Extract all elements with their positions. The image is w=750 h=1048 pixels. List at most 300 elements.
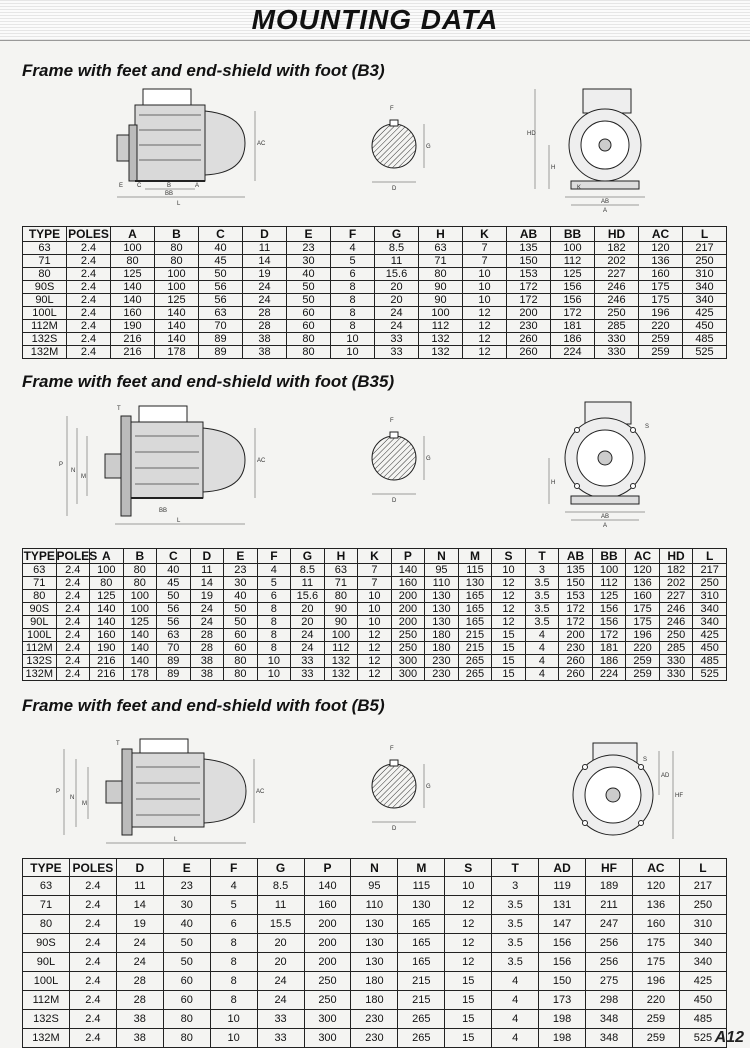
b3-side-label-b: B: [167, 183, 172, 189]
table-cell: 11: [291, 577, 325, 590]
table-cell: 200: [391, 616, 425, 629]
table-cell: 60: [287, 307, 331, 320]
table-cell: 4: [492, 972, 539, 991]
table-cell: 10: [358, 616, 392, 629]
table-cell: 130: [458, 577, 492, 590]
table-cell: 260: [559, 655, 593, 668]
table-cell: 189: [586, 877, 633, 896]
table-cell: 4: [525, 629, 559, 642]
table-cell: 33: [291, 668, 325, 681]
b5-shaft-label-g: G: [426, 784, 431, 790]
column-header: T: [525, 549, 559, 564]
column-header: TYPE: [23, 227, 67, 242]
table-cell: 12: [492, 616, 526, 629]
b3-shaft-label-g: G: [426, 144, 431, 150]
table-cell: 100: [551, 242, 595, 255]
b3-side-label-c: C: [137, 183, 142, 189]
table-cell: 63: [324, 564, 358, 577]
b5-side-label-l: L: [174, 837, 178, 843]
table-cell: 2.4: [56, 577, 90, 590]
table-cell: 2.4: [56, 642, 90, 655]
table-cell: 150: [559, 577, 593, 590]
table-cell: 15: [492, 655, 526, 668]
table-cell: 300: [391, 668, 425, 681]
table-cell: 156: [551, 281, 595, 294]
table-cell: 180: [351, 972, 398, 991]
table-cell: 90S: [23, 603, 57, 616]
table-cell: 80: [155, 255, 199, 268]
section-title-b35: Frame with feet and end-shield with foot (B35): [22, 372, 395, 391]
table-cell: 50: [287, 281, 331, 294]
b3-side-label-a: A: [195, 183, 200, 189]
table-cell: 130: [351, 915, 398, 934]
table-cell: 28: [190, 642, 224, 655]
table-cell: 70: [157, 642, 191, 655]
table-body: [23, 877, 727, 1048]
table-cell: 60: [224, 642, 258, 655]
table-cell: 132: [324, 655, 358, 668]
table-cell: 132M: [23, 1029, 70, 1048]
table-cell: 10: [257, 655, 291, 668]
table-cell: 10: [210, 1029, 257, 1048]
table-cell: 156: [551, 294, 595, 307]
table-cell: 15.5: [257, 915, 304, 934]
table-cell: 136: [632, 896, 679, 915]
table-cell: 2.4: [56, 655, 90, 668]
b5-side-label-p: P: [56, 789, 61, 795]
table-cell: 12: [358, 668, 392, 681]
table-cell: 95: [425, 564, 459, 577]
table-cell: 298: [586, 991, 633, 1010]
table-cell: 115: [398, 877, 445, 896]
table-cell: 56: [199, 294, 243, 307]
table-cell: 140: [90, 616, 124, 629]
table-cell: 28: [116, 991, 163, 1010]
table-cell: 20: [257, 953, 304, 972]
table-cell: 180: [425, 642, 459, 655]
table-cell: 63: [199, 307, 243, 320]
table-cell: 60: [163, 972, 210, 991]
table-cell: 250: [391, 642, 425, 655]
table-cell: 330: [659, 655, 693, 668]
table-cell: 80: [163, 1010, 210, 1029]
table-cell: 265: [458, 668, 492, 681]
table-cell: 230: [425, 655, 459, 668]
table-cell: 140: [123, 642, 157, 655]
table-cell: 165: [398, 934, 445, 953]
table-row: [23, 564, 727, 577]
table-cell: 4: [257, 564, 291, 577]
table-cell: 80: [23, 590, 57, 603]
table-cell: 217: [683, 242, 727, 255]
table-cell: 100: [123, 603, 157, 616]
column-header: AB: [559, 549, 593, 564]
table-cell: 227: [659, 590, 693, 603]
table-cell: 90L: [23, 616, 57, 629]
table-cell: 10: [257, 668, 291, 681]
table-cell: 10: [463, 294, 507, 307]
table-cell: 256: [586, 953, 633, 972]
table-cell: 216: [90, 655, 124, 668]
table-cell: 8: [210, 934, 257, 953]
table-cell: 50: [163, 934, 210, 953]
table-cell: 156: [539, 934, 586, 953]
b35-front-view-drawing: [515, 398, 665, 528]
table-cell: 178: [155, 346, 199, 359]
table-cell: 24: [116, 953, 163, 972]
b35-front-label-ab: AB: [601, 514, 610, 520]
table-cell: 246: [595, 294, 639, 307]
b3-side-view-drawing: [95, 85, 285, 210]
table-row: [23, 346, 727, 359]
table-cell: 100: [123, 590, 157, 603]
b3-front-label-k: K: [577, 185, 582, 191]
table-cell: 3.5: [525, 616, 559, 629]
table-cell: 190: [90, 642, 124, 655]
table-cell: 12: [492, 590, 526, 603]
table-cell: 56: [199, 281, 243, 294]
b35-side-label-p: P: [59, 462, 64, 468]
table-cell: 450: [679, 991, 726, 1010]
table-cell: 2.4: [69, 972, 116, 991]
table-cell: 4: [492, 991, 539, 1010]
table-cell: 8: [210, 991, 257, 1010]
b35-shaft-drawing: [360, 410, 440, 505]
table-cell: 3.5: [492, 934, 539, 953]
table-cell: 33: [257, 1010, 304, 1029]
b5-side-label-t: T: [116, 741, 120, 747]
table-cell: 132S: [23, 333, 67, 346]
table-cell: 89: [157, 668, 191, 681]
table-cell: 2.4: [69, 991, 116, 1010]
table-cell: 15: [492, 642, 526, 655]
table-cell: 10: [445, 877, 492, 896]
table-cell: 100: [90, 564, 124, 577]
table-cell: 71: [419, 255, 463, 268]
column-header: TYPE: [23, 549, 55, 563]
b3-side-label-l: L: [177, 201, 181, 207]
table-cell: 132S: [23, 1010, 70, 1029]
table-cell: 220: [639, 320, 683, 333]
table-cell: 132S: [23, 655, 57, 668]
table-cell: 50: [163, 953, 210, 972]
table-cell: 525: [679, 1029, 726, 1048]
table-row: [23, 877, 727, 896]
table-cell: 260: [507, 346, 551, 359]
column-header: E: [224, 549, 258, 564]
table-body: [23, 242, 727, 359]
table-cell: 259: [639, 346, 683, 359]
table-cell: 89: [157, 655, 191, 668]
table-cell: 136: [626, 577, 660, 590]
table-cell: 24: [116, 934, 163, 953]
table-cell: 38: [243, 333, 287, 346]
table-cell: 11: [375, 255, 419, 268]
table-cell: 8: [257, 629, 291, 642]
table-cell: 115: [458, 564, 492, 577]
table-cell: 12: [445, 934, 492, 953]
table-cell: 80: [419, 268, 463, 281]
column-header: N: [351, 859, 398, 877]
table-cell: 340: [693, 616, 727, 629]
table-cell: 215: [398, 991, 445, 1010]
b5-front-label-s: S: [643, 757, 648, 763]
table-cell: 202: [595, 255, 639, 268]
table-cell: 340: [679, 934, 726, 953]
table-cell: 33: [375, 333, 419, 346]
table-cell: 215: [458, 642, 492, 655]
b35-side-label-bb: BB: [159, 508, 168, 514]
table-row: [23, 934, 727, 953]
table-cell: 20: [257, 934, 304, 953]
table-cell: 112M: [23, 991, 70, 1010]
table-row: [23, 616, 727, 629]
column-header: A: [111, 227, 155, 242]
table-cell: 2.4: [67, 242, 111, 255]
column-header: H: [324, 549, 358, 564]
b35-shaft-label-g: G: [426, 456, 431, 462]
table-cell: 160: [90, 629, 124, 642]
table-cell: 3.5: [492, 953, 539, 972]
table-cell: 80: [123, 577, 157, 590]
table-cell: 20: [291, 616, 325, 629]
table-cell: 23: [287, 242, 331, 255]
table-cell: 132M: [23, 668, 57, 681]
table-cell: 250: [693, 577, 727, 590]
table-cell: 300: [391, 655, 425, 668]
table-row: [23, 972, 727, 991]
table-cell: 485: [679, 1010, 726, 1029]
table-cell: 71: [23, 896, 70, 915]
table-cell: 140: [391, 564, 425, 577]
table-cell: 40: [199, 242, 243, 255]
table-cell: 525: [693, 668, 727, 681]
column-header: G: [291, 549, 325, 564]
table-row: [23, 896, 727, 915]
table-cell: 2.4: [69, 1010, 116, 1029]
table-cell: 181: [592, 642, 626, 655]
table-cell: 125: [111, 268, 155, 281]
table-row: [23, 668, 727, 681]
table-cell: 2.4: [67, 333, 111, 346]
table-cell: 6: [210, 915, 257, 934]
column-header: M: [458, 549, 492, 564]
column-header: D: [190, 549, 224, 564]
table-cell: 8: [210, 972, 257, 991]
column-header: F: [210, 859, 257, 877]
table-cell: 63: [23, 877, 70, 896]
table-cell: 246: [595, 281, 639, 294]
table-cell: 60: [287, 320, 331, 333]
table-cell: 89: [199, 333, 243, 346]
table-cell: 172: [592, 629, 626, 642]
table-cell: 28: [243, 307, 287, 320]
table-cell: 100: [324, 629, 358, 642]
table-cell: 24: [257, 972, 304, 991]
table-cell: 125: [592, 590, 626, 603]
column-header: S: [492, 549, 526, 564]
table-cell: 100L: [23, 629, 57, 642]
table-row: [23, 320, 727, 333]
column-header: N: [425, 549, 459, 564]
table-cell: 10: [492, 564, 526, 577]
table-cell: 153: [559, 590, 593, 603]
column-header: HF: [586, 859, 633, 877]
table-cell: 285: [595, 320, 639, 333]
table-cell: 246: [659, 603, 693, 616]
table-cell: 224: [592, 668, 626, 681]
table-cell: 220: [626, 642, 660, 655]
table-cell: 90L: [23, 294, 67, 307]
table-cell: 172: [559, 603, 593, 616]
table-cell: 450: [683, 320, 727, 333]
table-cell: 175: [639, 281, 683, 294]
table-cell: 90: [324, 603, 358, 616]
table-cell: 147: [539, 915, 586, 934]
table-cell: 33: [375, 346, 419, 359]
column-header: T: [492, 859, 539, 877]
table-cell: 63: [157, 629, 191, 642]
table-cell: 24: [375, 320, 419, 333]
table-cell: 450: [693, 642, 727, 655]
column-header: L: [693, 549, 727, 564]
table-cell: 250: [391, 629, 425, 642]
table-cell: 247: [586, 915, 633, 934]
column-header: L: [679, 859, 726, 877]
table-cell: 330: [595, 333, 639, 346]
column-header: K: [463, 227, 507, 242]
table-cell: 140: [304, 877, 351, 896]
table-cell: 24: [190, 603, 224, 616]
table-cell: 8: [257, 616, 291, 629]
column-header: K: [358, 549, 392, 564]
table-cell: 275: [586, 972, 633, 991]
section-title-b3: Frame with feet and end-shield with foot (B3): [22, 61, 385, 80]
table-cell: 135: [559, 564, 593, 577]
table-cell: 112M: [23, 642, 57, 655]
table-cell: 250: [679, 896, 726, 915]
table-cell: 348: [586, 1029, 633, 1048]
table-cell: 5: [210, 896, 257, 915]
table-cell: 200: [391, 603, 425, 616]
table-cell: 38: [243, 346, 287, 359]
table-cell: 45: [199, 255, 243, 268]
table-cell: 200: [304, 953, 351, 972]
table-cell: 259: [626, 668, 660, 681]
column-header: AD: [539, 859, 586, 877]
table-cell: 12: [358, 629, 392, 642]
table-cell: 12: [445, 915, 492, 934]
table-cell: 8.5: [375, 242, 419, 255]
b5-side-label-n: N: [70, 795, 75, 801]
table-cell: 259: [632, 1010, 679, 1029]
b3-shaft-label-f: F: [390, 106, 394, 112]
table-row: [23, 1029, 727, 1048]
table-cell: 160: [391, 577, 425, 590]
table-cell: 130: [425, 616, 459, 629]
b3-side-label-e: E: [119, 183, 124, 189]
table-cell: 30: [287, 255, 331, 268]
table-cell: 150: [539, 972, 586, 991]
table-cell: 140: [155, 333, 199, 346]
table-cell: 90L: [23, 953, 70, 972]
table-cell: 11: [257, 896, 304, 915]
table-cell: 2.4: [56, 668, 90, 681]
table-row: [23, 629, 727, 642]
table-cell: 12: [463, 333, 507, 346]
table-cell: 217: [679, 877, 726, 896]
b5-dimensions-table: [22, 858, 727, 1048]
table-cell: 2.4: [69, 953, 116, 972]
table-cell: 24: [375, 307, 419, 320]
table-cell: 220: [632, 991, 679, 1010]
table-cell: 131: [539, 896, 586, 915]
table-cell: 3.5: [492, 915, 539, 934]
table-cell: 140: [111, 294, 155, 307]
table-cell: 190: [111, 320, 155, 333]
table-cell: 180: [351, 991, 398, 1010]
table-cell: 2.4: [67, 346, 111, 359]
table-cell: 125: [90, 590, 124, 603]
table-cell: 198: [539, 1010, 586, 1029]
table-row: [23, 242, 727, 255]
table-cell: 172: [507, 281, 551, 294]
b35-shaft-label-f: F: [390, 418, 394, 424]
table-cell: 250: [304, 972, 351, 991]
table-cell: 178: [123, 668, 157, 681]
table-row: [23, 655, 727, 668]
table-cell: 285: [659, 642, 693, 655]
table-cell: 348: [586, 1010, 633, 1029]
table-cell: 172: [551, 307, 595, 320]
table-cell: 160: [111, 307, 155, 320]
table-cell: 8.5: [257, 877, 304, 896]
table-cell: 80: [324, 590, 358, 603]
table-cell: 211: [586, 896, 633, 915]
table-cell: 24: [243, 294, 287, 307]
table-header-row: [23, 227, 727, 242]
table-cell: 80: [163, 1029, 210, 1048]
table-cell: 250: [595, 307, 639, 320]
column-header: BB: [592, 549, 626, 564]
table-cell: 340: [683, 281, 727, 294]
table-cell: 89: [199, 346, 243, 359]
table-cell: 246: [659, 616, 693, 629]
column-header: E: [287, 227, 331, 242]
b5-shaft-label-f: F: [390, 746, 394, 752]
table-cell: 3: [492, 877, 539, 896]
table-cell: 340: [693, 603, 727, 616]
table-cell: 156: [592, 616, 626, 629]
table-cell: 125: [551, 268, 595, 281]
table-cell: 8: [331, 281, 375, 294]
table-cell: 175: [639, 294, 683, 307]
table-cell: 425: [679, 972, 726, 991]
b3-side-label-ac: AC: [257, 141, 266, 147]
table-cell: 8: [257, 642, 291, 655]
table-cell: 230: [425, 668, 459, 681]
table-cell: 200: [559, 629, 593, 642]
table-cell: 80: [123, 564, 157, 577]
table-cell: 215: [458, 629, 492, 642]
table-cell: 160: [304, 896, 351, 915]
b3-front-label-h: H: [551, 165, 556, 171]
table-cell: 259: [632, 1029, 679, 1048]
table-cell: 10: [331, 346, 375, 359]
table-cell: 2.4: [56, 590, 90, 603]
table-row: [23, 333, 727, 346]
table-cell: 525: [683, 346, 727, 359]
